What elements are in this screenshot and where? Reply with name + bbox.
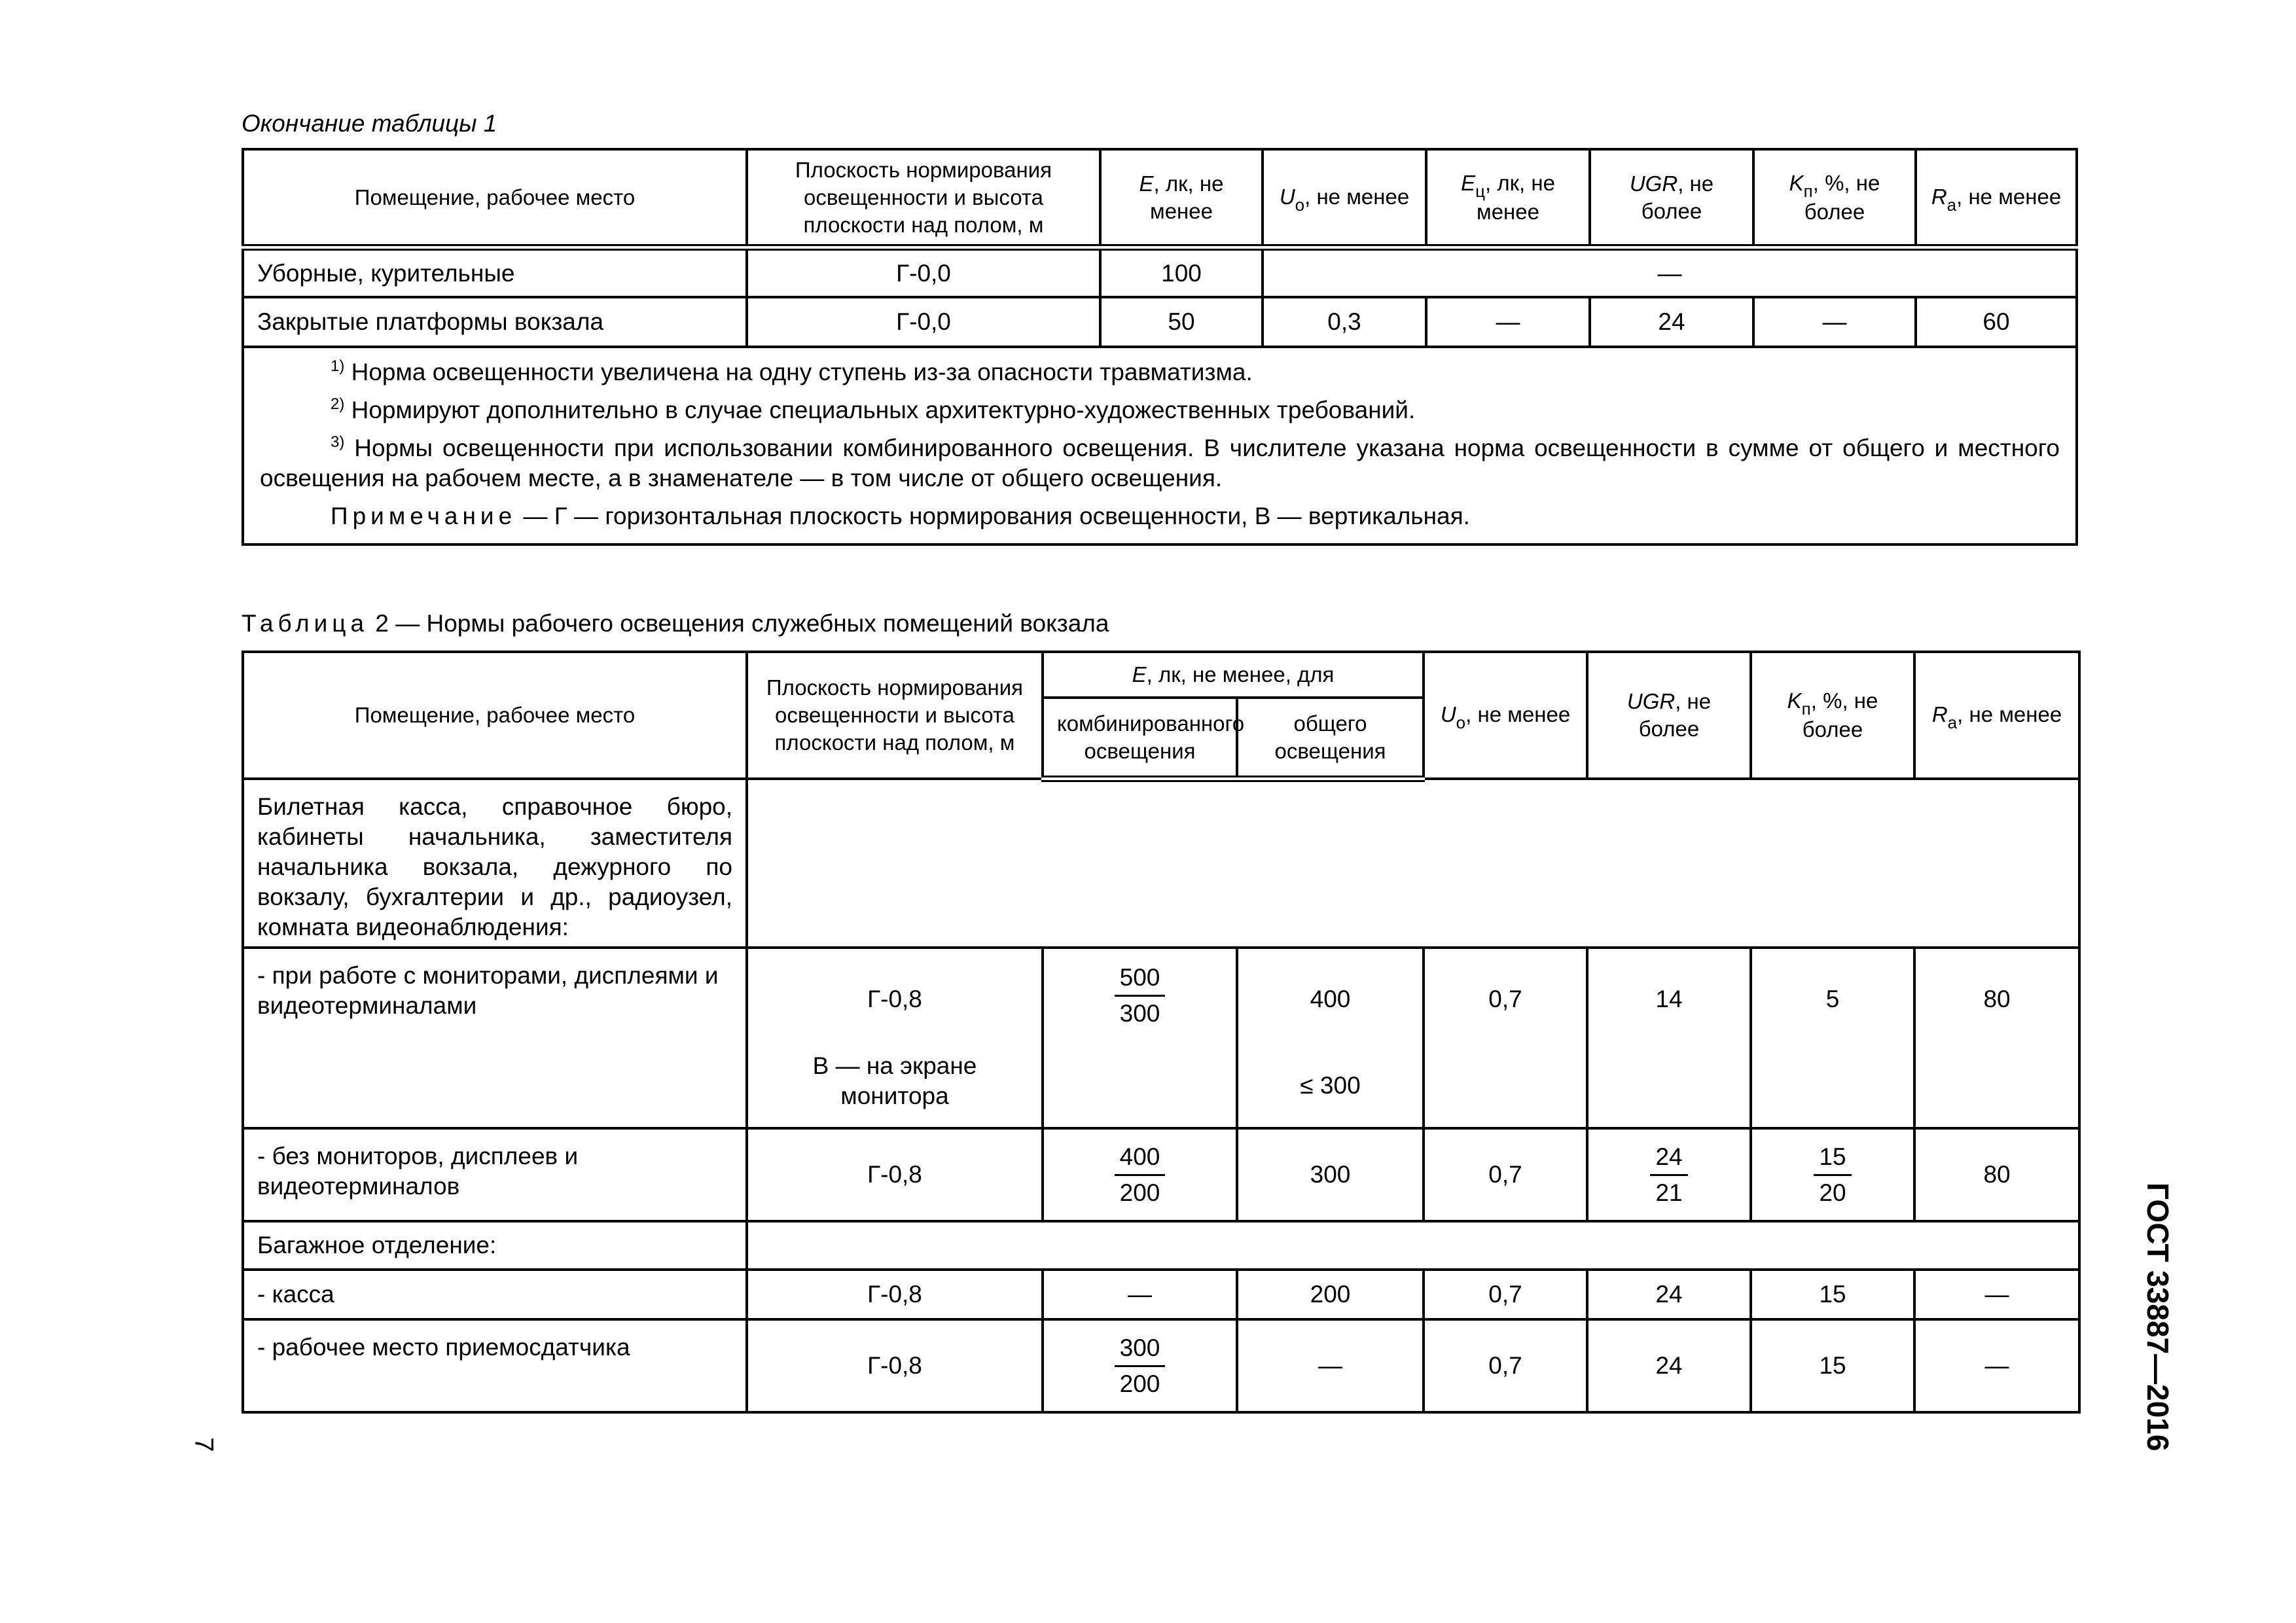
cell-general: —: [1237, 1319, 1424, 1412]
cell-general: [1237, 948, 1424, 1128]
fraction: $\frac{15}{20}$: [1814, 1140, 1851, 1210]
cell-e: 100: [1100, 247, 1263, 297]
header-e-general: общего освещения: [1237, 698, 1424, 779]
header-e-combined: комбинированного освещения: [1043, 698, 1237, 779]
table1: [242, 148, 2078, 546]
cell-plane: Г-0,8: [747, 1128, 1043, 1221]
cell-ra: 80: [1914, 1128, 2079, 1221]
header-ra: $R_a$, не менее: [1916, 149, 2077, 247]
cell-combined: [1043, 1319, 1237, 1412]
footnote-2: $^{2)}$ Нормируют дополнительно в случае специальных архитектурно-художественных требований.: [331, 395, 1416, 423]
cell-ugr: 24: [1587, 1270, 1751, 1319]
header-uo: $U_о$, не менее: [1263, 149, 1426, 247]
table1-caption: Окончание таблицы 1: [242, 110, 497, 137]
cell-room: - рабочее место приемосдатчика: [243, 1319, 747, 1412]
group-empty-cell: [747, 779, 2079, 948]
header-ec: $E_ц$, лк, не менее: [1426, 149, 1590, 247]
cell-merged-dash: —: [1263, 247, 2077, 297]
cell-room: - при работе с мониторами, дисплеями и видеотерминалами: [243, 948, 747, 1128]
cell-uo: 0,7: [1424, 1128, 1587, 1221]
cell-e: 50: [1100, 297, 1263, 347]
cell-kp: 15: [1751, 1319, 1914, 1412]
cell-combined: —: [1043, 1270, 1237, 1319]
document-code: ГОСТ 33887—2016: [2141, 1183, 2175, 1452]
table1-header-row: [243, 149, 2077, 247]
table-row: [243, 297, 2077, 347]
table2-header-row: [243, 652, 2079, 698]
cell-plane: Г-0,0: [747, 297, 1100, 347]
table-row: [243, 1128, 2079, 1221]
fraction: $\frac{300}{200}$: [1115, 1331, 1166, 1401]
cell-combined: [1043, 948, 1237, 1128]
footnote-1: $^{1)}$ Норма освещенности увеличена на одну ступень из-за опасности травматизма.: [331, 357, 1253, 385]
group-label: Билетная касса, справочное бюро, кабинеты начальника, заместителя начальника вокзала, дежурного по вокзалу, бухгалтерии и др., радиоузел, комната видеонаблюдения:: [243, 779, 747, 948]
cell-room: Уборные, курительные: [243, 247, 747, 297]
cell-uo: 0,7: [1424, 948, 1587, 1128]
page-number: 7: [189, 1437, 219, 1452]
table1-remark: Примечание — Г — горизонтальная плоскость нормирования освещенности, В — вертикальная.: [331, 503, 1470, 529]
footnote-3: $^{3)}$ Нормы освещенности при использовании комбинированного освещения. В числителе указана норма освещенности в сумме от общего и местного освещения на рабочем месте, а в знаменателе — в том числе от общего освещения.: [260, 433, 2060, 491]
fraction: $\frac{24}{21}$: [1650, 1140, 1687, 1210]
general-horizontal: 400: [1310, 986, 1351, 1012]
cell-ra: —: [1914, 1270, 2079, 1319]
header-kp: $K_п$, %, не более: [1751, 652, 1914, 779]
header-plane: Плоскость нормирования освещенности и высота плоскости над полом, м: [747, 652, 1043, 779]
cell-kp: 15: [1751, 1270, 1914, 1319]
cell-ugr: 14: [1587, 948, 1751, 1128]
table-row: [243, 1270, 2079, 1319]
header-kp: $K_п$, %, не более: [1753, 149, 1916, 247]
header-ra: $R_a$, не менее: [1914, 652, 2079, 779]
cell-ra: 60: [1916, 297, 2077, 347]
table-row-group: [243, 779, 2079, 948]
fraction: $\frac{400}{200}$: [1115, 1140, 1166, 1210]
cell-kp: —: [1753, 297, 1916, 347]
cell-kp: 5: [1751, 948, 1914, 1128]
cell-plane: Г-0,8: [747, 1270, 1043, 1319]
cell-uo: 0,7: [1424, 1319, 1587, 1412]
cell-ugr: 24: [1587, 1319, 1751, 1412]
table-row: [243, 1319, 2079, 1412]
cell-general: 300: [1237, 1128, 1424, 1221]
fraction: $\frac{500}{300}$: [1115, 961, 1166, 1031]
table1-notes: [243, 347, 2077, 544]
table1-notes-row: [243, 347, 2077, 544]
group-label: Багажное отделение:: [243, 1221, 747, 1270]
cell-kp: [1751, 1128, 1914, 1221]
cell-room: - без мониторов, дисплеев и видеотерминалов: [243, 1128, 747, 1221]
header-ugr: UGR, не более: [1590, 149, 1753, 247]
general-vertical: ≤ 300: [1300, 1072, 1361, 1099]
table-row-group: [243, 1221, 2079, 1270]
cell-ugr: [1587, 1128, 1751, 1221]
plane-vertical: В — на экране монитора: [812, 1052, 977, 1109]
cell-uo: 0,3: [1263, 297, 1426, 347]
header-ugr: UGR, не более: [1587, 652, 1751, 779]
header-uo: $U_о$, не менее: [1424, 652, 1587, 779]
cell-combined: [1043, 1128, 1237, 1221]
cell-general: 200: [1237, 1270, 1424, 1319]
cell-ra: —: [1914, 1319, 2079, 1412]
cell-ec: —: [1426, 297, 1590, 347]
cell-plane: Г-0,8: [747, 1319, 1043, 1412]
header-plane: Плоскость нормирования освещенности и высота плоскости над полом, м: [747, 149, 1100, 247]
table-row: [243, 948, 2079, 1128]
cell-room: Закрытые платформы вокзала: [243, 297, 747, 347]
cell-ugr: 24: [1590, 297, 1753, 347]
header-room: Помещение, рабочее место: [243, 652, 747, 779]
header-e: E, лк, не менее: [1100, 149, 1263, 247]
cell-plane: Г-0,0: [747, 247, 1100, 297]
cell-room: - касса: [243, 1270, 747, 1319]
header-room: Помещение, рабочее место: [243, 149, 747, 247]
table-row: [243, 247, 2077, 297]
table2-caption: Таблица 2 — Нормы рабочего освещения служебных помещений вокзала: [242, 610, 1109, 637]
plane-horizontal: Г-0,8: [867, 986, 922, 1012]
table2: [242, 651, 2081, 1414]
group-empty-cell: [747, 1221, 2079, 1270]
cell-ra: 80: [1914, 948, 2079, 1128]
cell-plane: [747, 948, 1043, 1128]
cell-uo: 0,7: [1424, 1270, 1587, 1319]
header-e-group: E, лк, не менее, для: [1043, 652, 1424, 698]
